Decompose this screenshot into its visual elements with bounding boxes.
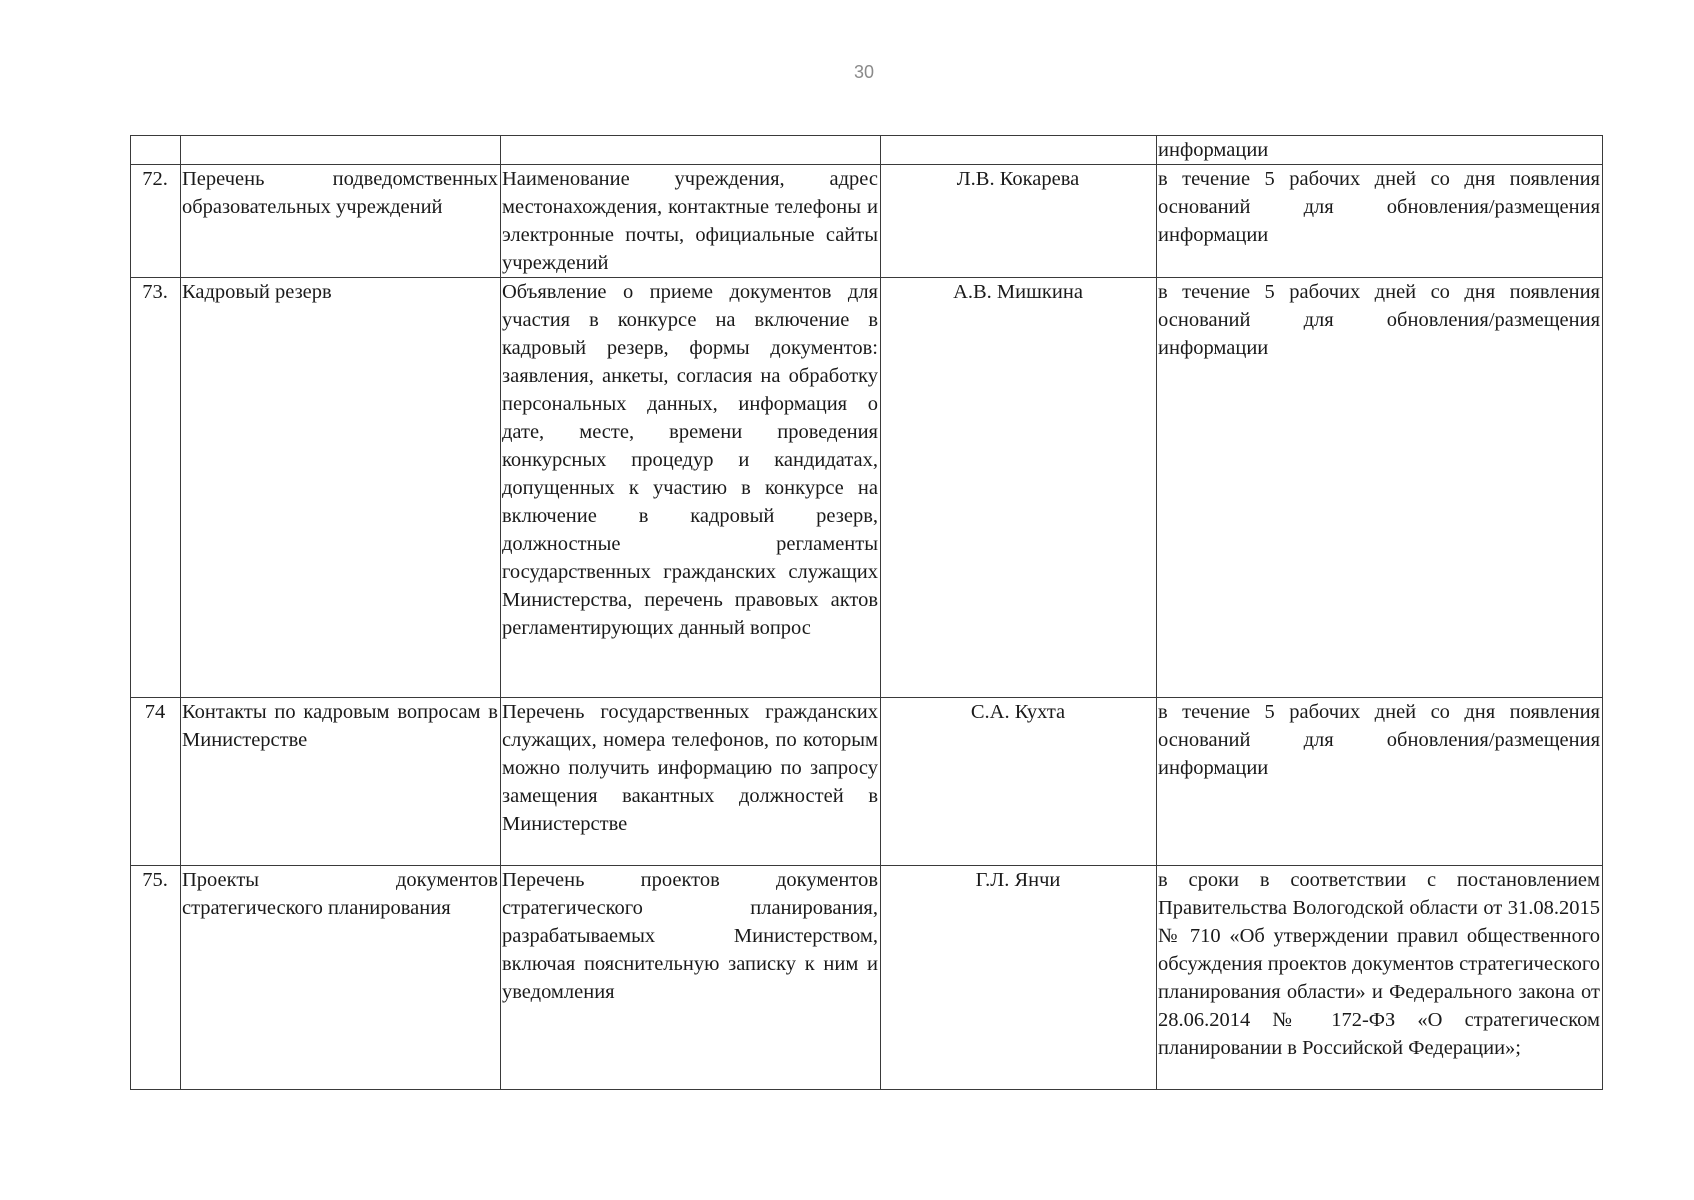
row-number-cell: 74 — [131, 698, 181, 866]
content-cell: Наименование учреждения, адрес местонахождения, контактные телефоны и электронные почты, официальные сайты учреждений — [501, 165, 881, 278]
responsible-cell — [881, 136, 1157, 165]
table-row-74 — [131, 698, 1603, 866]
content-cell: Перечень проектов документов стратегического планирования, разрабатываемых Министерством, включая пояснительную записку к ним и уведомления — [501, 866, 881, 1090]
section-name-cell: Перечень подведомственных образовательных учреждений — [181, 165, 501, 278]
deadline-cell: в сроки в соответствии с постановлением Правительства Вологодской области от 31.08.2015 № 710 «Об утверждении правил общественного обсуждения проектов документов стратегического планирования области» и Федерального закона от 28.06.2014 № 172-ФЗ «О стратегическом планировании в Российской Федерации»; — [1157, 866, 1603, 1090]
table-row-72 — [131, 165, 1603, 278]
document-table — [130, 135, 1603, 1090]
section-name-cell: Кадровый резерв — [181, 278, 501, 698]
deadline-cell: в течение 5 рабочих дней со дня появления оснований для обновления/размещения информации — [1157, 698, 1603, 866]
row-number-cell: 72. — [131, 165, 181, 278]
row-number-cell: 75. — [131, 866, 181, 1090]
deadline-cell: в течение 5 рабочих дней со дня появления оснований для обновления/размещения информации — [1157, 165, 1603, 278]
content-cell: Объявление о приеме документов для участия в конкурсе на включение в кадровый резерв, формы документов: заявления, анкеты, согласия на обработку персональных данных, информация о дате, месте, времени проведения конкурсных процедур и кандидатах, допущенных к участию в конкурсе на включение в кадровый резерв, должностные регламенты государственных гражданских служащих Министерства, перечень правовых актов регламентирующих данный вопрос — [501, 278, 881, 698]
deadline-cell: информации — [1157, 136, 1603, 165]
deadline-cell: в течение 5 рабочих дней со дня появления оснований для обновления/размещения информации — [1157, 278, 1603, 698]
section-name-cell: Проекты документов стратегического планирования — [181, 866, 501, 1090]
table-row-continuation — [131, 136, 1603, 165]
section-name-cell: Контакты по кадровым вопросам в Министерстве — [181, 698, 501, 866]
table-row-75 — [131, 866, 1603, 1090]
page-number: 30 — [853, 62, 875, 82]
section-name-cell — [181, 136, 501, 165]
responsible-cell: С.А. Кухта — [881, 698, 1157, 866]
responsible-cell: Г.Л. Янчи — [881, 866, 1157, 1090]
content-cell: Перечень государственных гражданских служащих, номера телефонов, по которым можно получить информацию по запросу замещения вакантных должностей в Министерстве — [501, 698, 881, 866]
responsible-cell: Л.В. Кокарева — [881, 165, 1157, 278]
content-cell — [501, 136, 881, 165]
row-number-cell: 73. — [131, 278, 181, 698]
table-row-73 — [131, 278, 1603, 698]
row-number-cell — [131, 136, 181, 165]
responsible-cell: А.В. Мишкина — [881, 278, 1157, 698]
